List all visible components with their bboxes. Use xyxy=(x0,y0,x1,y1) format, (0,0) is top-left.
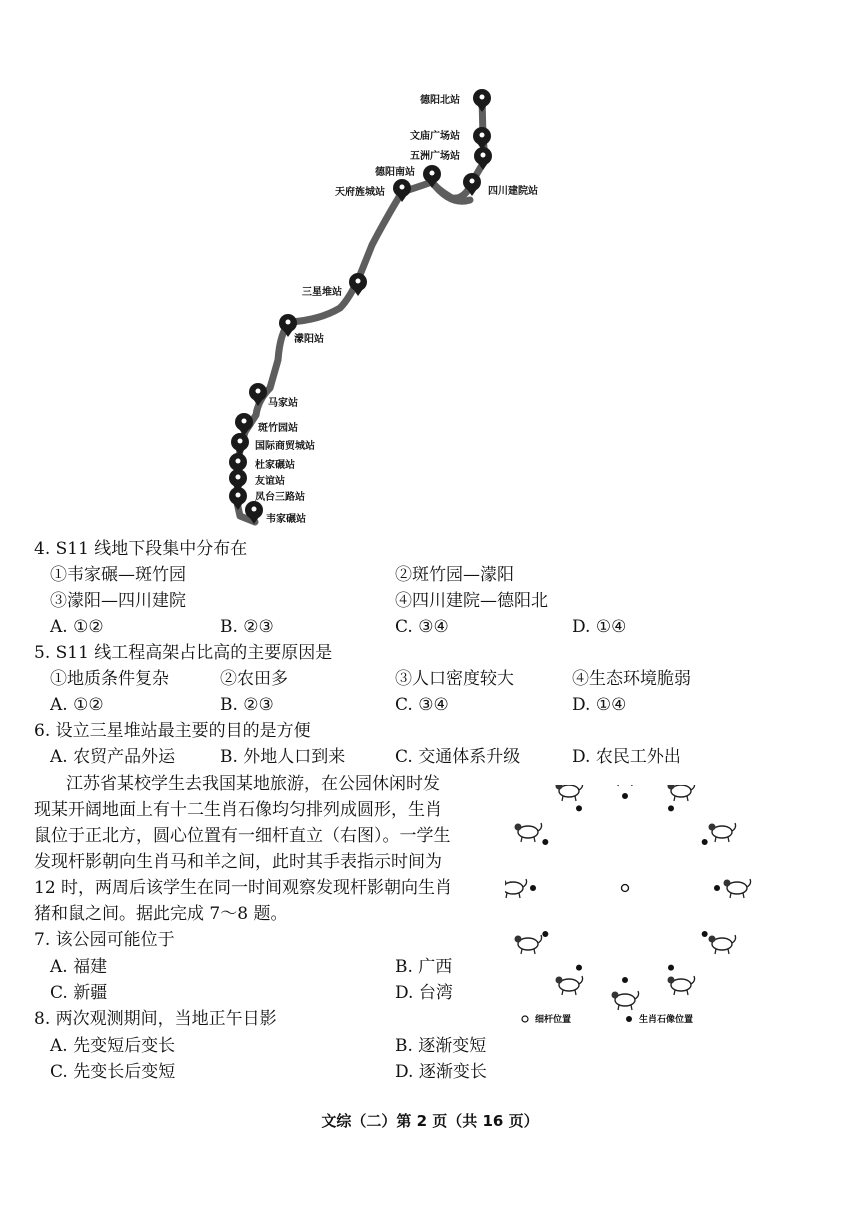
q7-option-d[interactable]: D. 台湾 xyxy=(395,983,453,1003)
statue-dot-rabbit xyxy=(714,885,720,891)
q7-option-a[interactable]: A. 福建 xyxy=(50,957,108,977)
statue-dot-snake xyxy=(668,965,674,971)
label-sichuan-jianyuan: 四川建院站 xyxy=(488,186,538,197)
horse-icon xyxy=(612,991,639,1010)
label-guoji: 国际商贸城站 xyxy=(255,441,315,452)
q7-option-c[interactable]: C. 新疆 xyxy=(50,983,108,1003)
label-tianfu: 天府旌城站 xyxy=(335,187,385,198)
label-banzhuyuan: 斑竹园站 xyxy=(258,423,298,434)
q7-option-b[interactable]: B. 广西 xyxy=(395,957,453,977)
s11-route-map xyxy=(200,70,580,540)
q4-item-4: ④四川建院—德阳北 xyxy=(395,591,548,611)
q4-item-2: ②斑竹园—濛阳 xyxy=(395,565,514,585)
q5-option-a[interactable]: A. ①② xyxy=(50,695,104,715)
q4-option-b[interactable]: B. ②③ xyxy=(220,617,274,637)
marker-banzhuyuan xyxy=(235,413,253,436)
statue-dot-pig xyxy=(576,805,582,811)
label-weijianian: 韦家碾站 xyxy=(266,514,306,525)
statue-dot-goat xyxy=(576,965,582,971)
q5-stem: 5. S11 线工程高架占比高的主要原因是 xyxy=(34,643,333,663)
legend-pole-label: 细杆位置 xyxy=(535,1015,572,1025)
q8-option-a[interactable]: A. 先变短后变长 xyxy=(50,1036,176,1056)
q4-stem: 4. S11 线地下段集中分布在 xyxy=(34,539,248,559)
statue-dot-ox xyxy=(668,805,674,811)
page-footer: 文综（二）第 2 页（共 16 页） xyxy=(321,1112,539,1130)
label-sanxingdui: 三星堆站 xyxy=(302,287,342,298)
statue-dot-dog xyxy=(542,839,548,845)
q4-option-c[interactable]: C. ③④ xyxy=(395,617,449,637)
label-deyang-nan: 德阳南站 xyxy=(375,167,415,178)
q4-option-a[interactable]: A. ①② xyxy=(50,617,104,637)
label-fengtai: 凤台三路站 xyxy=(255,492,305,503)
goat-icon xyxy=(556,976,583,995)
ox-icon xyxy=(668,785,695,801)
tiger-icon xyxy=(708,823,735,842)
q4-option-d[interactable]: D. ①④ xyxy=(572,617,627,637)
q5-item-1: ①地质条件复杂 xyxy=(50,669,169,689)
label-majia: 马家站 xyxy=(268,398,298,409)
marker-majia xyxy=(249,383,267,406)
label-dujianian: 杜家碾站 xyxy=(255,460,295,471)
q5-item-4: ④生态环境脆弱 xyxy=(572,669,691,689)
passage-line-4: 发现杆影朝向生肖马和羊之间，此时其手表指示时间为 xyxy=(34,852,442,872)
label-youyi: 友谊站 xyxy=(255,476,285,487)
statue-dot-monkey xyxy=(542,931,548,937)
zodiac-circle-figure xyxy=(505,785,765,1030)
label-wenmiao: 文庙广场站 xyxy=(410,131,460,142)
monkey-icon xyxy=(515,935,542,954)
marker-wuzhou xyxy=(474,147,492,170)
statue-dot-dragon xyxy=(702,931,708,937)
statue-dot-rat xyxy=(622,793,628,799)
passage-line-5: 12 时，两周后该学生在同一时间观察发现杆影朝向生肖 xyxy=(34,878,453,898)
marker-fengtai xyxy=(229,487,247,510)
q6-option-c[interactable]: C. 交通体系升级 xyxy=(395,747,521,767)
marker-wenmiao xyxy=(473,127,491,150)
legend xyxy=(522,1013,693,1025)
passage-line-6: 猪和鼠之间。据此完成 7～8 题。 xyxy=(34,904,288,924)
q6-option-d[interactable]: D. 农民工外出 xyxy=(572,747,681,767)
q5-option-d[interactable]: D. ①④ xyxy=(572,695,627,715)
q5-option-b[interactable]: B. ②③ xyxy=(220,695,274,715)
statue-dot-rooster xyxy=(530,885,536,891)
legend-pole-icon xyxy=(522,1016,528,1022)
marker-guoji xyxy=(231,433,249,456)
dragon-icon xyxy=(708,935,735,954)
statue-dot-tiger xyxy=(702,839,708,845)
statue-dot-horse xyxy=(622,977,628,983)
legend-statue-label: 生肖石像位置 xyxy=(639,1015,694,1025)
label-mengyang: 濛阳站 xyxy=(294,334,324,345)
q8-option-c[interactable]: C. 先变长后变短 xyxy=(50,1062,176,1082)
label-deyang-bei: 德阳北站 xyxy=(420,95,460,106)
zodiac-statues xyxy=(505,785,751,1010)
pole-position xyxy=(622,885,629,892)
passage-line-2: 现某开阔地面上有十二生肖石像均匀排列成圆形，生肖 xyxy=(34,800,442,820)
label-wuzhou: 五洲广场站 xyxy=(410,151,460,162)
q6-option-b[interactable]: B. 外地人口到来 xyxy=(220,747,346,767)
passage-line-1: 江苏省某校学生去我国某地旅游，在公园休闲时发 xyxy=(66,774,440,794)
q4-item-1: ①韦家碾—斑竹园 xyxy=(50,565,186,585)
q5-option-c[interactable]: C. ③④ xyxy=(395,695,449,715)
rabbit-icon xyxy=(724,879,751,898)
dog-icon xyxy=(515,823,542,842)
snake-icon xyxy=(668,976,695,995)
marker-deyang-bei xyxy=(473,89,491,112)
passage-line-3: 鼠位于正北方，圆心位置有一细杆直立（右图）。一学生 xyxy=(34,826,451,846)
q6-option-a[interactable]: A. 农贸产品外运 xyxy=(50,747,176,767)
q4-item-3: ③濛阳—四川建院 xyxy=(50,591,186,611)
q5-item-3: ③人口密度较大 xyxy=(395,669,514,689)
q8-stem: 8. 两次观测期间，当地正午日影 xyxy=(34,1009,277,1029)
q8-option-b[interactable]: B. 逐渐变短 xyxy=(395,1036,487,1056)
q8-option-d[interactable]: D. 逐渐变长 xyxy=(395,1062,487,1082)
rooster-icon xyxy=(505,879,527,898)
rat-icon xyxy=(612,785,639,786)
q7-stem: 7. 该公园可能位于 xyxy=(34,930,175,950)
pig-icon xyxy=(556,785,583,801)
q6-stem: 6. 设立三星堆站最主要的目的是方便 xyxy=(34,721,311,741)
q5-item-2: ②农田多 xyxy=(220,669,288,689)
legend-statue-icon xyxy=(626,1016,632,1022)
